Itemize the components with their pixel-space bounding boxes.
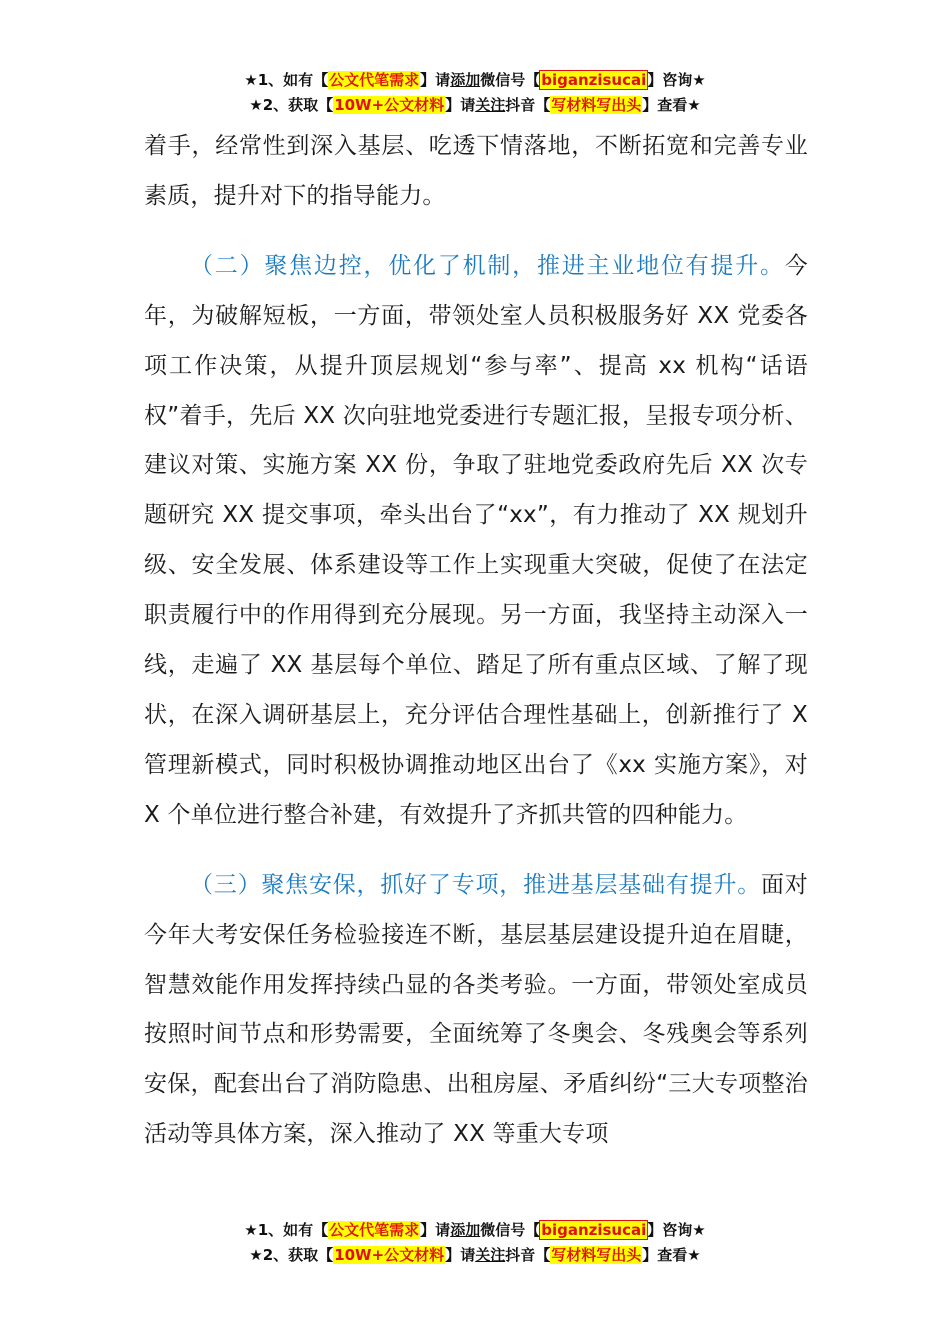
banner-underline-text: 关注	[475, 1246, 506, 1264]
banner-highlight-materials: 10W+公文材料	[334, 1246, 445, 1264]
banner-underline-text: 添加	[450, 1221, 481, 1239]
banner-text: 抖音【	[505, 96, 551, 114]
banner-text: 】请	[445, 1246, 476, 1264]
banner-text: 微信号【	[480, 1221, 541, 1239]
banner-text: 】查看★	[642, 1246, 701, 1264]
banner-text: 】咨询★	[647, 1221, 706, 1239]
paragraph-1: 着手，经常性到深入基层、吃透下情落地，不断拓宽和完善专业素质，提升对下的指导能力。	[144, 133, 808, 209]
banner-line-1	[0, 1218, 950, 1243]
banner-line-1	[0, 68, 950, 93]
banner-highlight-douyin: 写材料写出头	[551, 1246, 642, 1264]
banner-text: ★1、如有【	[244, 1221, 329, 1239]
banner-text: 】请	[445, 96, 476, 114]
banner-line-2	[0, 93, 950, 118]
banner-text: 微信号【	[480, 71, 541, 89]
section-heading-2: （二）聚焦边控，优化了机制，推进主业地位有提升。	[190, 252, 785, 279]
header-banner	[0, 68, 950, 118]
paragraph-3-text: 面对今年大考安保任务检验接连不断，基层基层建设提升迫在眉睫，智慧效能作用发挥持续凸显的各类考验。一方面，带领处室成员按照时间节点和形势需要，全面统筹了冬奥会、冬残奥会等系列安保，配套出台了消防隐患、出租房屋、矛盾纠纷“三大专项整治活动等具体方案，深入推动了 XX 等重大专项	[144, 871, 808, 1148]
paragraph-3	[144, 861, 808, 1160]
banner-highlight-wechat-id: biganzisucai	[541, 71, 647, 89]
banner-highlight-service: 公文代笔需求	[329, 1221, 420, 1239]
banner-highlight-service: 公文代笔需求	[329, 71, 420, 89]
paragraph-2	[144, 242, 808, 841]
banner-text: 】咨询★	[647, 71, 706, 89]
banner-highlight-douyin: 写材料写出头	[551, 96, 642, 114]
banner-text: 】查看★	[642, 96, 701, 114]
banner-underline-text: 关注	[475, 96, 506, 114]
banner-text: 抖音【	[505, 1246, 551, 1264]
banner-text: ★2、获取【	[249, 96, 334, 114]
banner-text: 】请	[420, 71, 451, 89]
banner-underline-text: 添加	[450, 71, 481, 89]
footer-banner	[0, 1218, 950, 1268]
banner-text: ★2、获取【	[249, 1246, 334, 1264]
paragraph-2-text: 今年，为破解短板，一方面，带领处室人员积极服务好 XX 党委各项工作决策，从提升顶层规划“参与率”、提高 xx 机构“话语权”着手，先后 XX 次向驻地党委进行专题汇报，呈报专项分析、建议对策、实施方案 XX 份，争取了驻地党委政府先后 XX 次专题研究 XX 提交事项，牵头出台了“xx”，有力推动了 XX 规划升级、安全发展、体系建设等工作上实现重大突破，促使了在法定职责履行中的作用得到充分展现。另一方面，我坚持主动深入一线，走遍了 XX 基层每个单位、踏足了所有重点区域、了解了现状，在深入调研基层上，充分评估合理性基础上，创新推行了 X 管理新模式，同时积极协调推动地区出台了《xx 实施方案》，对 X 个单位进行整合补建，有效提升了齐抓共管的四种能力。	[144, 252, 808, 828]
banner-highlight-materials: 10W+公文材料	[334, 96, 445, 114]
section-heading-3: （三）聚焦安保，抓好了专项，推进基层基础有提升。	[190, 871, 761, 898]
banner-line-2	[0, 1243, 950, 1268]
document-body	[144, 122, 808, 1160]
banner-highlight-wechat-id: biganzisucai	[541, 1221, 647, 1239]
banner-text: 】请	[420, 1221, 451, 1239]
banner-text: ★1、如有【	[244, 71, 329, 89]
